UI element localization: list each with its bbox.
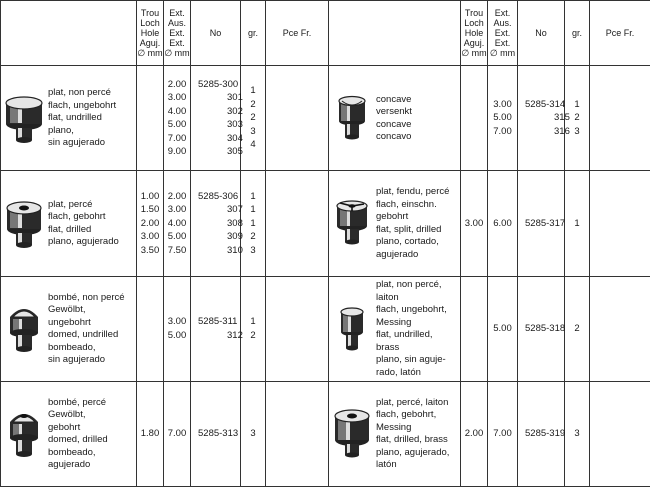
article-number-cell: 5285-306 307 308 309 310 [191, 171, 241, 276]
description-line: gebohrt [48, 421, 81, 433]
header-description-left [1, 1, 137, 66]
description-line: agujerado [376, 248, 419, 260]
article-number-cell: 5285-314 315 316 [518, 66, 565, 171]
ext-diameter-cell: 5.00 [488, 276, 518, 381]
description-line: flat, undrilled [48, 112, 102, 124]
description-line: plat, percé [48, 198, 93, 210]
size-group-cell: 2 [565, 276, 590, 381]
header-row [1, 1, 650, 66]
description-line: plat, non percé, [376, 279, 442, 291]
description-line: versenkt [376, 106, 412, 118]
description-line: plano, [48, 124, 74, 136]
cylinder-split-icon [329, 194, 375, 252]
description-line: bombeado, [48, 341, 96, 353]
size-group-cell: 1 2 3 [565, 66, 590, 171]
description-line: flach, gebohrt, [376, 409, 437, 421]
ext-diameter-cell: 6.00 [488, 171, 518, 276]
left-description-0 [1, 66, 137, 171]
description-line: Messing [376, 316, 412, 328]
header-hole-left: Trou Loch Hole Aguj. ∅ mm [137, 1, 164, 66]
description-line: plat, fendu, percé [376, 186, 450, 198]
cylinder-domed-drilled-icon [1, 404, 47, 464]
hole-diameter-cell [137, 276, 164, 381]
description-line: plano, sin aguje- [376, 354, 446, 366]
left-description-2 [1, 276, 137, 381]
description-line: flach, ungebohrt [48, 99, 117, 111]
description-line: concavo [376, 131, 412, 143]
description-line: gebohrt [376, 211, 409, 223]
ext-diameter-cell: 3.00 5.00 7.00 [488, 66, 518, 171]
description-line: plat, non percé [48, 87, 111, 99]
hole-diameter-cell: 1.80 [137, 381, 164, 486]
description-line: bombé, percé [48, 396, 107, 408]
description-line: bombeado, [48, 446, 96, 458]
header-pce-left: Pce Fr. [266, 1, 329, 66]
hole-diameter-cell: 2.00 [461, 381, 488, 486]
table-row [1, 66, 650, 171]
hole-diameter-cell: 1.00 1.50 2.00 3.00 3.50 [137, 171, 164, 276]
cylinder-flat-icon [1, 91, 47, 145]
header-gr-right: gr. [565, 1, 590, 66]
description-line: agujerado [48, 459, 91, 471]
hole-diameter-cell [137, 66, 164, 171]
ext-diameter-cell: 7.00 [488, 381, 518, 486]
right-description-2 [329, 276, 461, 381]
description-line: concave [376, 118, 412, 130]
description-line: plano, agujerado [48, 236, 119, 248]
description-line: Messing [376, 421, 412, 433]
article-number-cell: 5285-319 [518, 381, 565, 486]
header-ext-left: Ext. Aus. Ext. Ext. ∅ mm [164, 1, 191, 66]
description-line: flat, drilled, brass [376, 434, 448, 446]
header-pce-right: Pce Fr. [590, 1, 650, 66]
description-line: plano, agujerado, [376, 446, 450, 458]
cylinder-brass-icon [329, 300, 375, 358]
left-description-3 [1, 381, 137, 486]
cylinder-brass-drilled-icon [329, 404, 375, 464]
cylinder-flat-drilled-icon [1, 196, 47, 250]
description-line: domed, undrilled [48, 329, 119, 341]
header-description-right [329, 1, 461, 66]
article-number-cell: 5285-300 301 302 303 304 305 [191, 66, 241, 171]
header-no-left: No [191, 1, 241, 66]
article-number-cell: 5285-313 [191, 381, 241, 486]
description-line: domed, drilled [48, 434, 108, 446]
cylinder-concave-icon [329, 89, 375, 147]
size-group-cell: 1 2 2 3 4 [241, 66, 266, 171]
description-line: plano, cortado, [376, 236, 439, 248]
table-row [1, 381, 650, 486]
description-line: flach, ungebohrt, [376, 304, 447, 316]
description-line: bombé, non percé [48, 291, 125, 303]
price-cell [590, 171, 650, 276]
article-number-cell: 5285-317 [518, 171, 565, 276]
right-description-1 [329, 171, 461, 276]
description-line: sin agujerado [48, 137, 106, 149]
description-line: flach, gebohrt [48, 211, 106, 223]
description-line: flach, einschn. [376, 198, 437, 210]
description-line: brass [376, 341, 400, 353]
price-cell [590, 66, 650, 171]
description-line: rado, latón [376, 366, 421, 378]
header-no-right: No [518, 1, 565, 66]
table-row [1, 171, 650, 276]
left-description-1 [1, 171, 137, 276]
size-group-cell: 1 2 [241, 276, 266, 381]
price-cell [590, 381, 650, 486]
price-cell [266, 66, 329, 171]
description-line: ungebohrt [48, 316, 91, 328]
description-line: sin agujerado [48, 354, 106, 366]
description-line: flat, undrilled, [376, 329, 433, 341]
price-cell [266, 381, 329, 486]
table-row [1, 276, 650, 381]
description-line: flat, drilled [48, 223, 92, 235]
ext-diameter-cell: 2.00 3.00 4.00 5.00 7.50 [164, 171, 191, 276]
size-group-cell: 3 [241, 381, 266, 486]
right-description-3 [329, 381, 461, 486]
header-gr-left: gr. [241, 1, 266, 66]
price-cell [590, 276, 650, 381]
size-group-cell: 1 1 1 2 3 [241, 171, 266, 276]
price-cell [266, 171, 329, 276]
description-line: Gewölbt, [48, 304, 86, 316]
ext-diameter-cell: 2.00 3.00 4.00 5.00 7.00 9.00 [164, 66, 191, 171]
hole-diameter-cell [461, 66, 488, 171]
price-cell [266, 276, 329, 381]
right-description-0 [329, 66, 461, 171]
article-number-cell: 5285-311 312 [191, 276, 241, 381]
ext-diameter-cell: 3.00 5.00 [164, 276, 191, 381]
description-line: latón [376, 459, 397, 471]
article-number-cell: 5285-318 [518, 276, 565, 381]
cylinder-domed-icon [1, 299, 47, 359]
size-group-cell: 1 [565, 171, 590, 276]
description-line: concave [376, 93, 412, 105]
header-hole-right: Trou Loch Hole Aguj. ∅ mm [461, 1, 488, 66]
description-line: plat, percé, laiton [376, 396, 449, 408]
description-line: Gewölbt, [48, 409, 86, 421]
hole-diameter-cell: 3.00 [461, 171, 488, 276]
header-ext-right: Ext. Aus. Ext. Ext. ∅ mm [488, 1, 518, 66]
ext-diameter-cell: 7.00 [164, 381, 191, 486]
description-line: laiton [376, 291, 399, 303]
description-line: flat, split, drilled [376, 223, 442, 235]
size-group-cell: 3 [565, 381, 590, 486]
hole-diameter-cell [461, 276, 488, 381]
